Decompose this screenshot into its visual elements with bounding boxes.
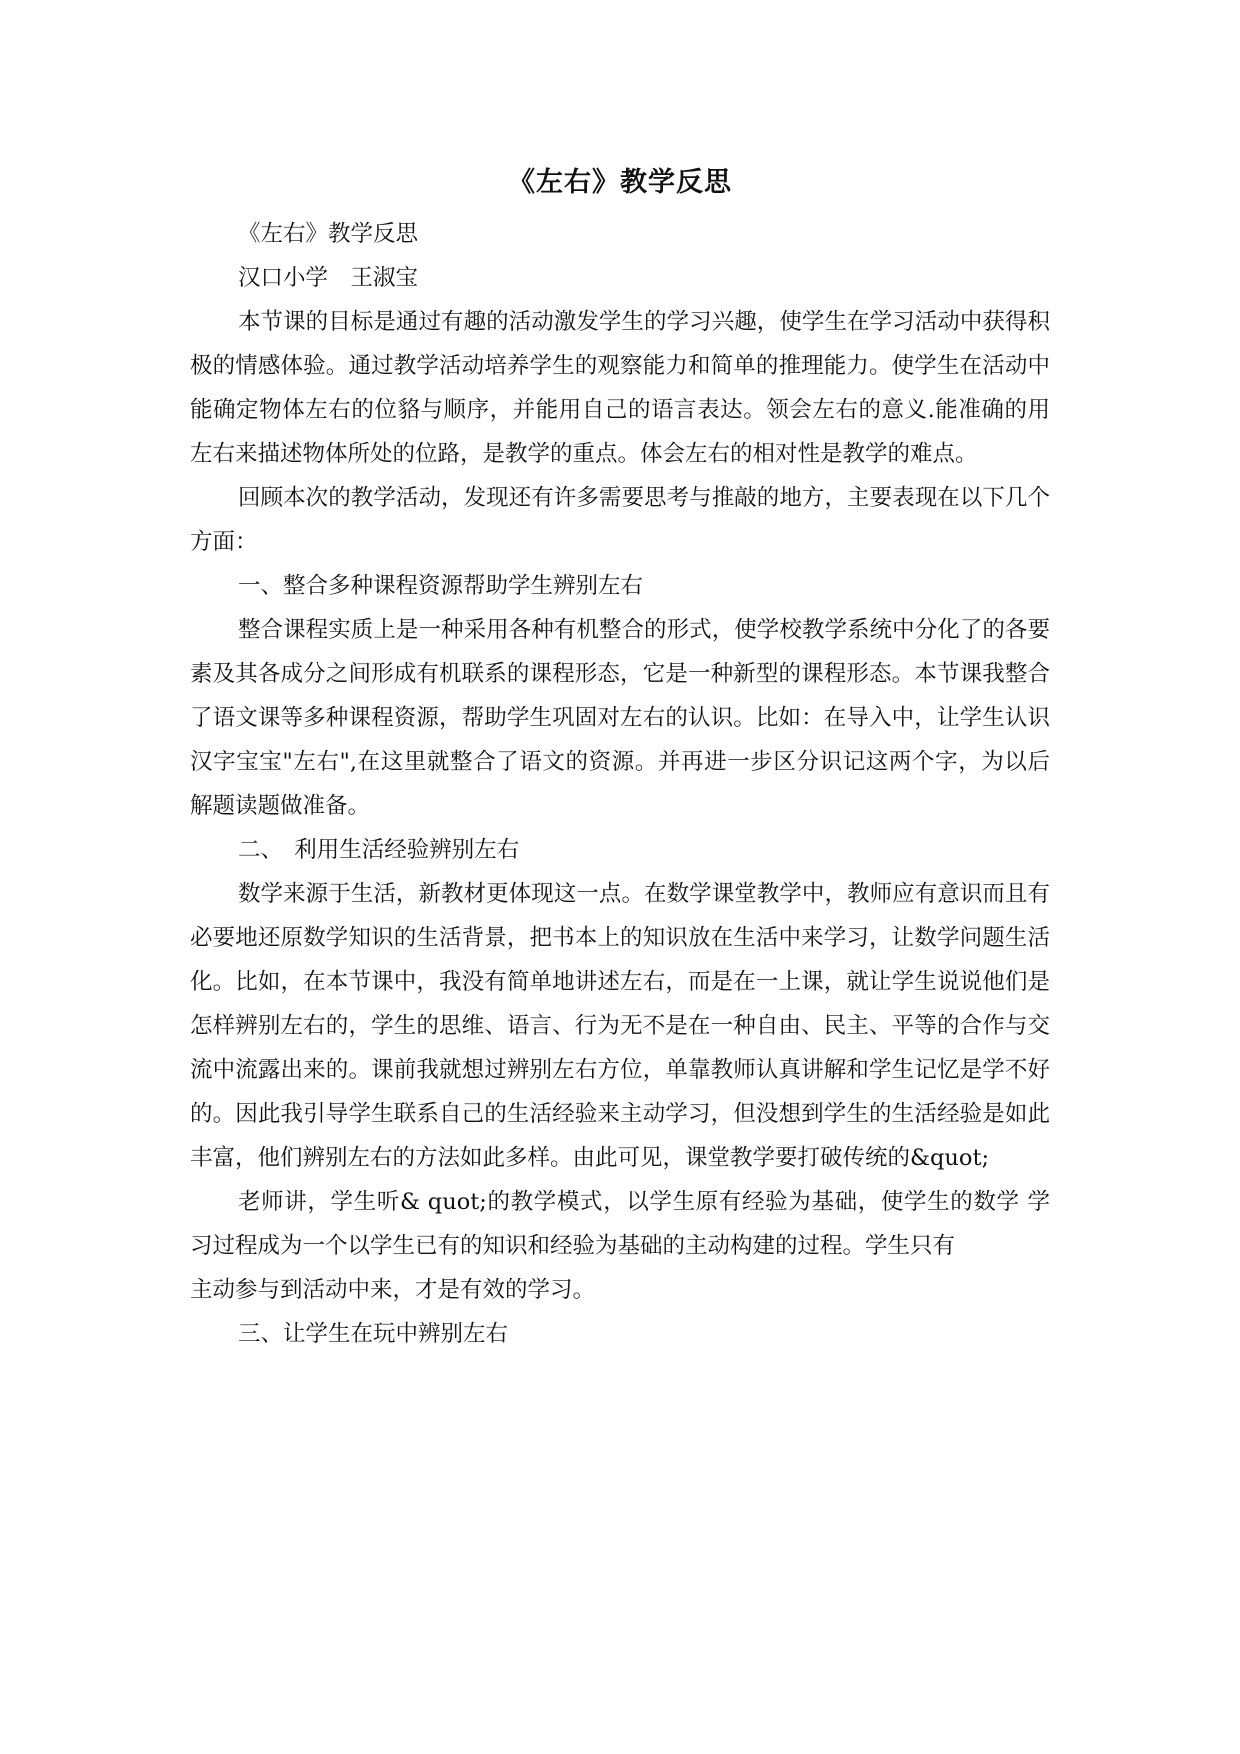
paragraph-review: 回顾本次的教学活动，发现还有许多需要思考与推敲的地方，主要表现在以下几个方面：	[190, 485, 1050, 555]
document-body	[190, 212, 1050, 1356]
section-heading-2: 二、 利用生活经验辨别左右	[238, 837, 520, 863]
paragraph-section-2: 数学来源于生活，新教材更体现这一点。在数学课堂教学中，教师应有意识而且有必要地还原数学知识的生活背景，把书本上的知识放在生活中来学习，让数学问题生活化。比如，在本节课中，我没有简单地讲述左右，而是在一上课，就让学生说说他们是怎样辨别左右的，学生的思维、语言、行为无不是在一种自由、民主、平等的合作与交流中流露出来的。课前我就想过辨别左右方位，单靠教师认真讲解和学生记忆是学不好的。因此我引导学生联系自己的生活经验来主动学习，但没想到学生的生活经验是如此丰富，他们辨别左右的方法如此多样。由此可见，课堂教学要打破传统的&quot;	[190, 881, 1050, 1171]
paragraph-objectives: 本节课的目标是通过有趣的活动激发学生的学习兴趣，使学生在学习活动中获得积极的情感体验。通过教学活动培养学生的观察能力和简单的推理能力。使学生在活动中能确定物体左右的位貉与顺序，并能用自己的语言表达。领会左右的意义.能准确的用左右来描述物体所处的位路，是教学的重点。体会左右的相对性是教学的难点。	[190, 309, 1050, 467]
paragraph-active-learning: 主动参与到活动中来，才是有效的学习。	[190, 1277, 596, 1303]
subtitle-paragraph: 《左右》教学反思	[238, 221, 419, 247]
section-heading-1: 一、整合多种课程资源帮助学生辨别左右	[238, 573, 644, 599]
paragraph-teaching-mode: 老师讲，学生听& quot;的教学模式，以学生原有经验为基础，使学生的数学 学习过程成为一个以学生已有的知识和经验为基础的主动构建的过程。学生只有	[190, 1189, 1050, 1259]
section-heading-3: 三、让学生在玩中辨别左右	[238, 1321, 509, 1347]
author-line: 汉口小学 王淑宝	[238, 265, 419, 291]
document-title: 《左右》教学反思	[508, 167, 732, 198]
paragraph-section-1: 整合课程实质上是一种采用各种有机整合的形式，使学校教学系统中分化了的各要素及其各成分之间形成有机联系的课程形态，它是一种新型的课程形态。本节课我整合了语文课等多种课程资源，帮助学生巩固对左右的认识。比如：在导入中，让学生认识汉字宝宝"左右",在这里就整合了语文的资源。并再进一步区分识记这两个字，为以后解题读题做准备。	[190, 617, 1050, 819]
